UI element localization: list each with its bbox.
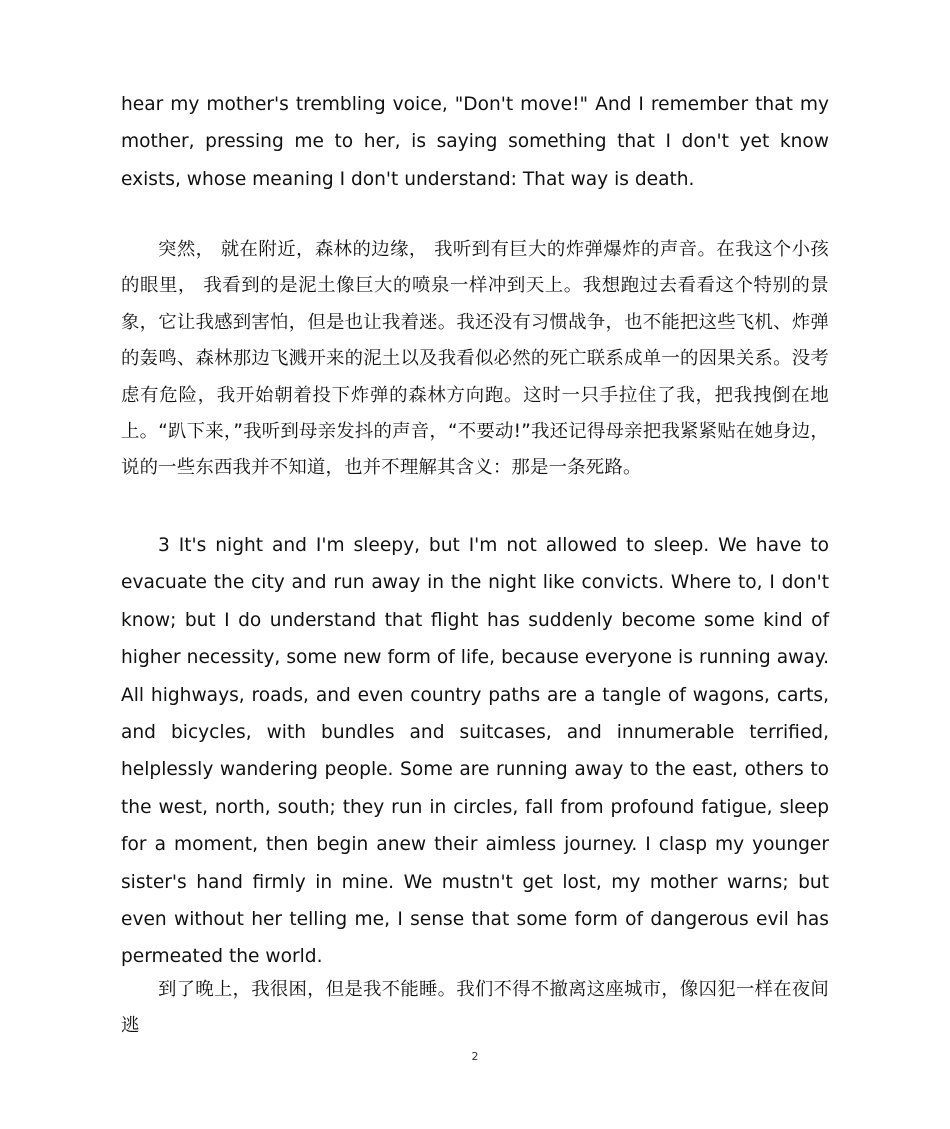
- page-number: 2: [471, 1050, 479, 1063]
- paragraph-english-1: hear my mother's trembling voice, "Don't move!" And I remember that my mother, pressing me to her, is saying something that I don't yet know exists, whose meaning I don't understand: That way is death.: [121, 94, 829, 190]
- paragraph-chinese-2: 到了晚上，我很困，但是我不能睡。我们不得不撤离这座城市，像囚犯一样在夜间逃: [121, 979, 829, 1037]
- paragraph-chinese-1: 突然， 就在附近，森林的边缘， 我听到有巨大的炸弹爆炸的声音。在我这个小孩的眼里， 我看到的是泥土像巨大的喷泉一样冲到天上。我想跑过去看看这个特别的景象，它让我感到害怕，但是也让我着迷。我还没有习惯战争，也不能把这些飞机、炸弹的轰鸣、森林那边飞溅开来的泥土以及我看似必然的死亡联系成单一的因果关系。没考虑有危险，我开始朝着投下炸弹的森林方向跑。这时一只手拉住了我，把我拽倒在地上。“趴下来，”我听到母亲发抖的声音，“不要动!”我还记得母亲把我紧紧贴在她身边，说的一些东西我并不知道，也并不理解其含义：那是一条死路。: [121, 239, 829, 479]
- paragraph-english-2: 3 It's night and I'm sleepy, but I'm not allowed to sleep. We have to evacuate the city and run away in the night like convicts. Where to, I don't know; but I do understand that flight has suddenly become some kind of higher necessity, some new form of life, because everyone is running away. All highways, roads, and even country paths are a tangle of wagons, carts, and bicycles, with bundles and suitcases, and innumerable terrified, helplessly wandering people. Some are running away to the east, others to the west, north, south; they run in circles, fall from profound fatigue, sleep for a moment, then begin anew their aimless journey. I clasp my younger sister's hand firmly in mine. We mustn't get lost, my mother warns; but even without her telling me, I sense that some form of dangerous evil has permeated the world.: [121, 535, 829, 968]
